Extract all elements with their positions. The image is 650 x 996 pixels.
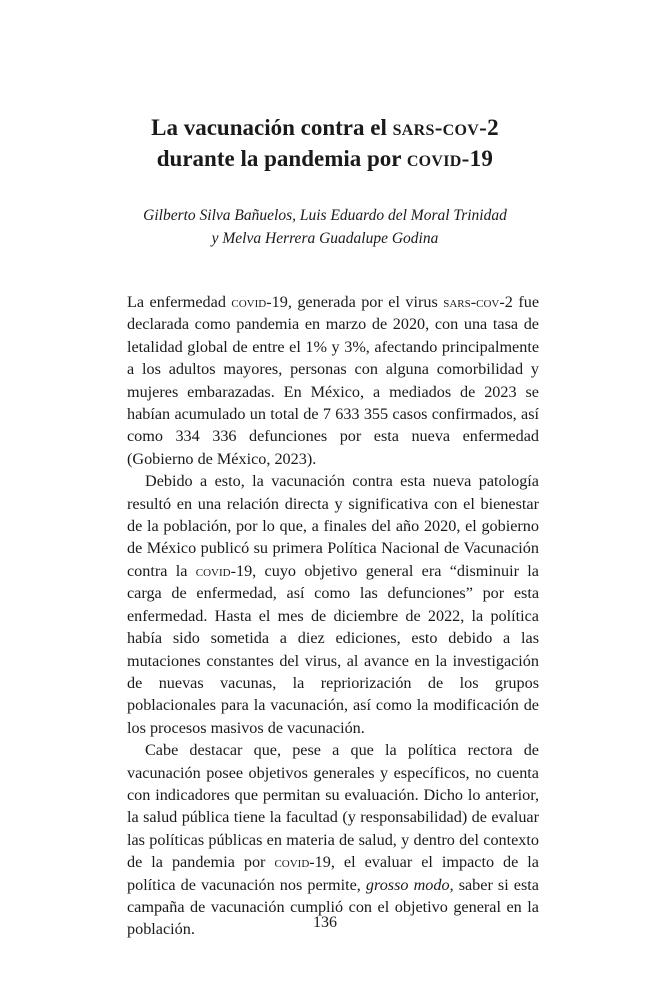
- authors-line-1: Gilberto Silva Bañuelos, Luis Eduardo del Moral Trinidad: [143, 207, 507, 224]
- acronym-covid: covid: [195, 561, 231, 580]
- title-text: La vacunación contra el: [151, 115, 393, 140]
- title-text: durante la pandemia por: [156, 146, 407, 171]
- paragraph-2: [127, 470, 539, 739]
- paragraph-1: [127, 291, 539, 470]
- authors: [60, 204, 590, 250]
- paragraph-3: [127, 739, 539, 941]
- acronym-covid: covid: [274, 853, 310, 872]
- chapter-title-line-1: [60, 112, 590, 143]
- chapter-title: [60, 112, 590, 174]
- text: La enfermedad: [127, 293, 232, 311]
- acronym-sars: sars-cov: [443, 293, 500, 311]
- title-acronym-covid: covid-19: [406, 146, 494, 171]
- text: -2 fue declarada como pandemia en marzo de 2020, con una tasa de letalidad global de entre el 1% y 3%, afectando principalmente a los adultos mayores, personas con alguna comorbilidad y mujeres embarazadas. En México, a mediados de 2023 se habían acumulado un total de 7 633 355 casos confirmados, así como 334 336 defunciones por esta nueva enfermedad (Gobierno de México, 2023).: [127, 293, 540, 468]
- text: -19, cuyo objetivo general era “disminuir la carga de enfermedad, así como las defunciones” por esta enfermedad. Hasta el mes de diciembre de 2022, la política había sido sometida a diez ediciones, esto debido a las mutaciones constantes del virus, al avance en la investigación de nuevas vacunas, la repriorización de los grupos poblacionales para la vacunación, así como la modificación de los procesos masivos de vacunación.: [127, 561, 539, 737]
- acronym-covid: covid: [231, 293, 267, 311]
- body-text: [127, 291, 539, 941]
- chapter-title-line-2: [60, 143, 590, 174]
- authors-line-2: y Melva Herrera Guadalupe Godina: [211, 230, 439, 247]
- text: , saber si esta campaña de vacunación cumplió con el objetivo general en la población.: [127, 875, 539, 939]
- text: -19, generada por el virus: [266, 293, 444, 311]
- text: Debido a esto, la vacunación contra esta nueva patología resultó en una relación directa y significativa con el bienestar de la población, por lo que, a finales del año 2020, el gobierno de México publicó su primera Política Nacional de Vacunación contra la: [127, 472, 539, 580]
- text: -19, el evaluar el impacto de la política de vacunación nos permite,: [127, 853, 539, 894]
- title-acronym-sars: sars-cov-2: [392, 115, 499, 140]
- text: Cabe destacar que, pese a que la política rectora de vacunación posee objetivos generales y específicos, no cuenta con indicadores que permitan su evaluación. Dicho lo anterior, la salud pública tiene la facultad (y responsabilidad) de evaluar las políticas públicas en materia de salud, y dentro del contexto de la pandemia por: [127, 741, 539, 872]
- page-number: 136: [313, 914, 337, 931]
- italic-phrase: grosso modo: [365, 875, 450, 894]
